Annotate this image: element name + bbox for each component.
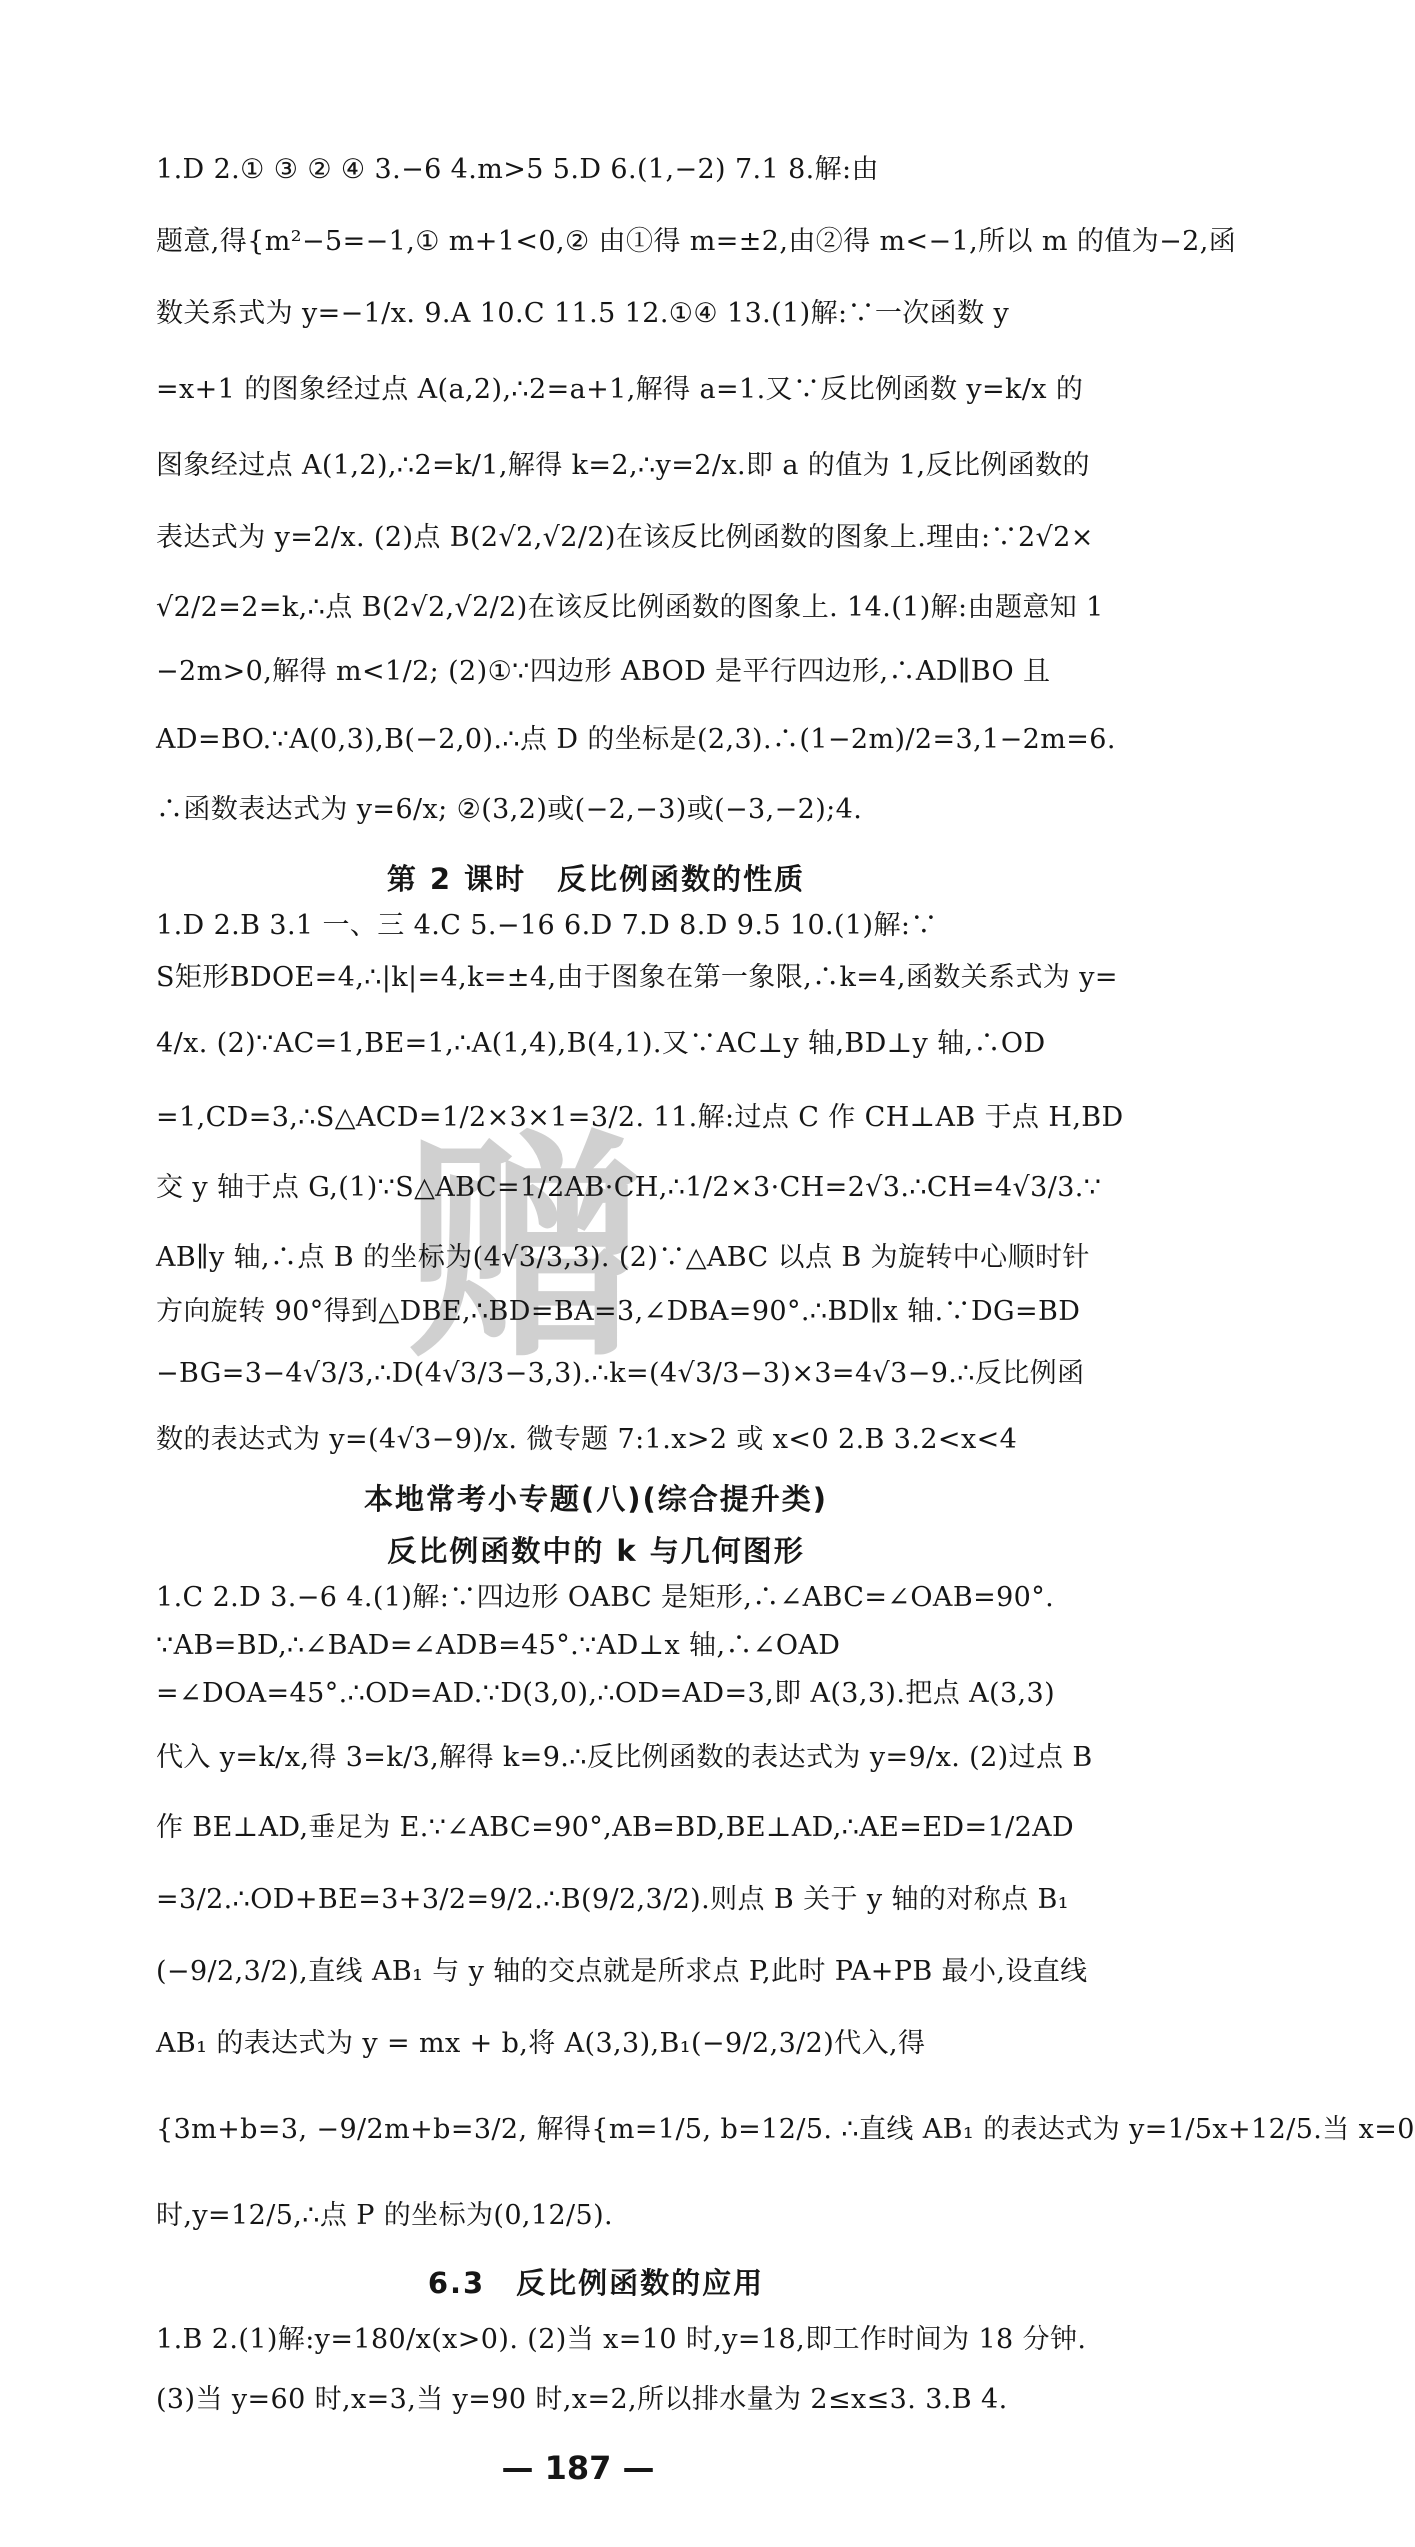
text-line: 交 y 轴于点 G,(1)∵S△ABC=1/2AB·CH,∴1/2×3·CH=2√3.∴CH=4√3/3.∵ bbox=[156, 1172, 1102, 1203]
text-line: 1.D 2.① ③ ② ④ 3.−6 4.m>5 5.D 6.(1,−2) 7.1 8.解:由 bbox=[156, 154, 879, 185]
section-heading: 第 2 课时 反比例函数的性质 bbox=[386, 862, 806, 896]
text-line: 4/x. (2)∵AC=1,BE=1,∴A(1,4),B(4,1).又∵AC⊥y 轴,BD⊥y 轴,∴OD bbox=[156, 1028, 1046, 1059]
text-line: 1.C 2.D 3.−6 4.(1)解:∵四边形 OABC 是矩形,∴∠ABC=∠OAB=90°. bbox=[156, 1582, 1055, 1613]
text-line: AD=BO.∵A(0,3),B(−2,0).∴点 D 的坐标是(2,3).∴(1−2m)/2=3,1−2m=6. bbox=[156, 724, 1116, 755]
text-line: (3)当 y=60 时,x=3,当 y=90 时,x=2,所以排水量为 2≤x≤3. 3.B 4. bbox=[156, 2384, 1008, 2415]
text-line: 表达式为 y=2/x. (2)点 B(2√2,√2/2)在该反比例函数的图象上.理由:∵2√2× bbox=[156, 522, 1094, 553]
watermark-stamp: 赠 bbox=[404, 1110, 645, 1390]
text-line: 数的表达式为 y=(4√3−9)/x. 微专题 7:1.x>2 或 x<0 2.B 3.2<x<4 bbox=[156, 1424, 1018, 1455]
text-line: =∠DOA=45°.∴OD=AD.∵D(3,0),∴OD=AD=3,即 A(3,3).把点 A(3,3) bbox=[156, 1678, 1056, 1709]
text-line: 1.D 2.B 3.1 一、三 4.C 5.−16 6.D 7.D 8.D 9.5 10.(1)解:∵ bbox=[156, 910, 938, 941]
text-line: 代入 y=k/x,得 3=k/3,解得 k=9.∴反比例函数的表达式为 y=9/x. (2)过点 B bbox=[156, 1742, 1093, 1773]
text-line: =x+1 的图象经过点 A(a,2),∴2=a+1,解得 a=1.又∵反比例函数 y=k/x 的 bbox=[156, 374, 1084, 405]
text-line: 1.B 2.(1)解:y=180/x(x>0). (2)当 x=10 时,y=18,即工作时间为 18 分钟. bbox=[156, 2324, 1087, 2355]
text-line: S矩形BDOE=4,∴|k|=4,k=±4,由于图象在第一象限,∴k=4,函数关系式为 y= bbox=[156, 962, 1118, 993]
text-line: 作 BE⊥AD,垂足为 E.∵∠ABC=90°,AB=BD,BE⊥AD,∴AE=ED=1/2AD bbox=[156, 1812, 1075, 1843]
text-line: −2m>0,解得 m<1/2; (2)①∵四边形 ABOD 是平行四边形,∴AD∥BO 且 bbox=[156, 656, 1051, 687]
text-line: 数关系式为 y=−1/x. 9.A 10.C 11.5 12.①④ 13.(1)解:∵一次函数 y bbox=[156, 298, 1010, 329]
page-number: — 187 — bbox=[501, 2449, 655, 2487]
text-line: 时,y=12/5,∴点 P 的坐标为(0,12/5). bbox=[156, 2200, 614, 2231]
text-line: =1,CD=3,∴S△ACD=1/2×3×1=3/2. 11.解:过点 C 作 CH⊥AB 于点 H,BD bbox=[156, 1102, 1124, 1133]
text-line: (−9/2,3/2),直线 AB₁ 与 y 轴的交点就是所求点 P,此时 PA+PB 最小,设直线 bbox=[156, 1956, 1088, 1987]
text-line: AB₁ 的表达式为 y = mx + b,将 A(3,3),B₁(−9/2,3/2)代入,得 bbox=[156, 2028, 926, 2059]
text-line: 方向旋转 90°得到△DBE,∴BD=BA=3,∠DBA=90°.∴BD∥x 轴.∵DG=BD bbox=[156, 1296, 1081, 1327]
text-line: √2/2=2=k,∴点 B(2√2,√2/2)在该反比例函数的图象上. 14.(1)解:由题意知 1 bbox=[156, 592, 1104, 623]
text-line: {3m+b=3, −9/2m+b=3/2, 解得{m=1/5, b=12/5. ∴直线 AB₁ 的表达式为 y=1/5x+12/5.当 x=0 bbox=[156, 2114, 1415, 2145]
section-heading: 本地常考小专题(八)(综合提升类) bbox=[363, 1482, 829, 1516]
text-line: −BG=3−4√3/3,∴D(4√3/3−3,3).∴k=(4√3/3−3)×3=4√3−9.∴反比例函 bbox=[156, 1358, 1085, 1389]
text-line: 题意,得{m²−5=−1,① m+1<0,② 由①得 m=±2,由②得 m<−1,所以 m 的值为−2,函 bbox=[156, 226, 1237, 257]
text-line: ∵AB=BD,∴∠BAD=∠ADB=45°.∵AD⊥x 轴,∴∠OAD bbox=[156, 1630, 841, 1661]
text-line: =3/2.∴OD+BE=3+3/2=9/2.∴B(9/2,3/2).则点 B 关于 y 轴的对称点 B₁ bbox=[156, 1884, 1069, 1915]
text-line: 图象经过点 A(1,2),∴2=k/1,解得 k=2,∴y=2/x.即 a 的值为 1,反比例函数的 bbox=[156, 450, 1090, 481]
text-line: AB∥y 轴,∴点 B 的坐标为(4√3/3,3). (2)∵△ABC 以点 B 为旋转中心顺时针 bbox=[156, 1242, 1090, 1273]
section-heading: 反比例函数中的 k 与几何图形 bbox=[387, 1534, 805, 1568]
text-line: ∴函数表达式为 y=6/x; ②(3,2)或(−2,−3)或(−3,−2);4. bbox=[156, 794, 863, 825]
section-heading: 6.3 反比例函数的应用 bbox=[427, 2266, 765, 2300]
